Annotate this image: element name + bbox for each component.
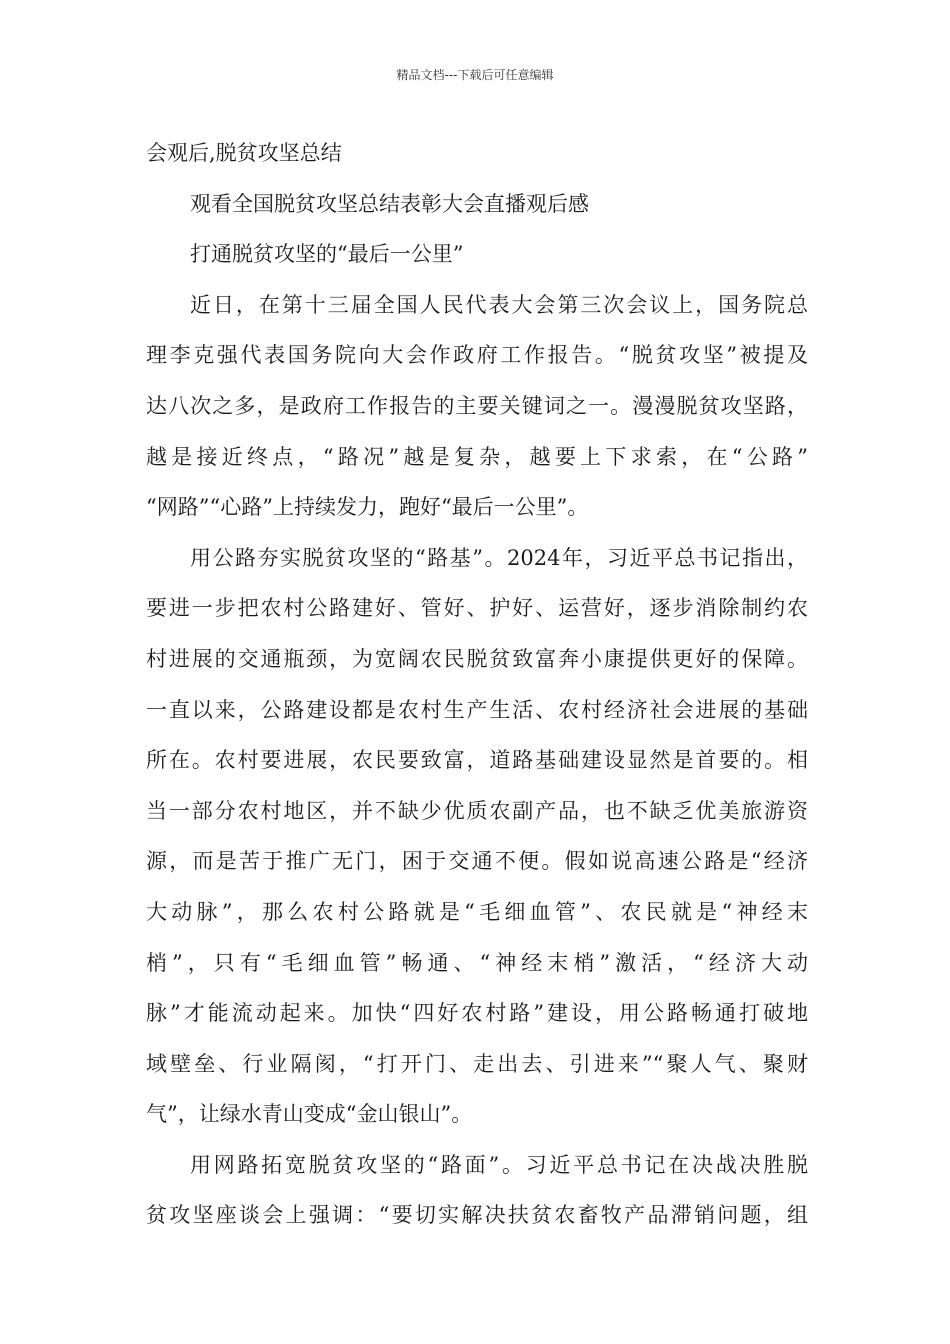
text-line: 气”，让绿水青山变成“金山银山”。 — [146, 1102, 473, 1127]
text-line: 贫攻坚座谈会上强调：“要切实解决扶贫农畜牧产品滞销问题，组 — [146, 1203, 808, 1228]
text-line: “网路”“心路”上持续发力，跑好“最后一公里”。 — [146, 495, 589, 520]
text-line: 要进一步把农村公路建好、管好、护好、运营好，逐步消除制约农 — [146, 596, 808, 621]
text-line: 所在。农村要进展，农民要致富，道路基础建设显然是首要的。相 — [146, 748, 808, 773]
text-line: 用公路夯实脱贫攻坚的“路基”。2024年，习近平总书记指出， — [190, 545, 808, 570]
text-line: 大动脉”，那么农村公路就是“毛细血管”、农民就是“神经末 — [146, 899, 808, 924]
text-line: 域壁垒、行业隔阂，“打开门、走出去、引进来”“聚人气、聚财 — [146, 1051, 808, 1076]
text-line: 梢”，只有“毛细血管”畅通、“神经末梢”激活，“经济大动 — [146, 950, 808, 975]
text-line: 越是接近终点，“路况”越是复杂，越要上下求索，在“公路” — [146, 444, 808, 469]
text-line: 一直以来，公路建设都是农村生产生活、农村经济社会进展的基础 — [146, 697, 808, 722]
text-line: 脉”才能流动起来。加快“四好农村路”建设，用公路畅通打破地 — [146, 1001, 808, 1026]
text-line: 源，而是苦于推广无门，困于交通不便。假如说高速公路是“经济 — [146, 849, 808, 874]
text-line: 会观后,脱贫攻坚总结 — [146, 141, 342, 165]
text-line: 达八次之多，是政府工作报告的主要关键词之一。漫漫脱贫攻坚路， — [146, 393, 808, 418]
text-line: 理李克强代表国务院向大会作政府工作报告。“脱贫攻坚”被提及 — [146, 343, 808, 368]
document-body — [146, 128, 808, 1241]
text-line: 当一部分农村地区，并不缺少优质农副产品，也不缺乏优美旅游资 — [146, 798, 808, 823]
text-line: 观看全国脱贫攻坚总结表彰大会直播观后感 — [190, 191, 589, 216]
text-line: 近日，在第十三届全国人民代表大会第三次会议上，国务院总 — [190, 292, 808, 317]
text-line: 村进展的交通瓶颈，为宽阔农民脱贫致富奔小康提供更好的保障。 — [146, 646, 808, 671]
text-line: 打通脱贫攻坚的“最后一公里” — [190, 242, 464, 267]
text-line: 用网路拓宽脱贫攻坚的“路面”。习近平总书记在决战决胜脱 — [190, 1152, 808, 1177]
page-header: 精品文档---下载后可任意编辑 — [396, 68, 554, 82]
